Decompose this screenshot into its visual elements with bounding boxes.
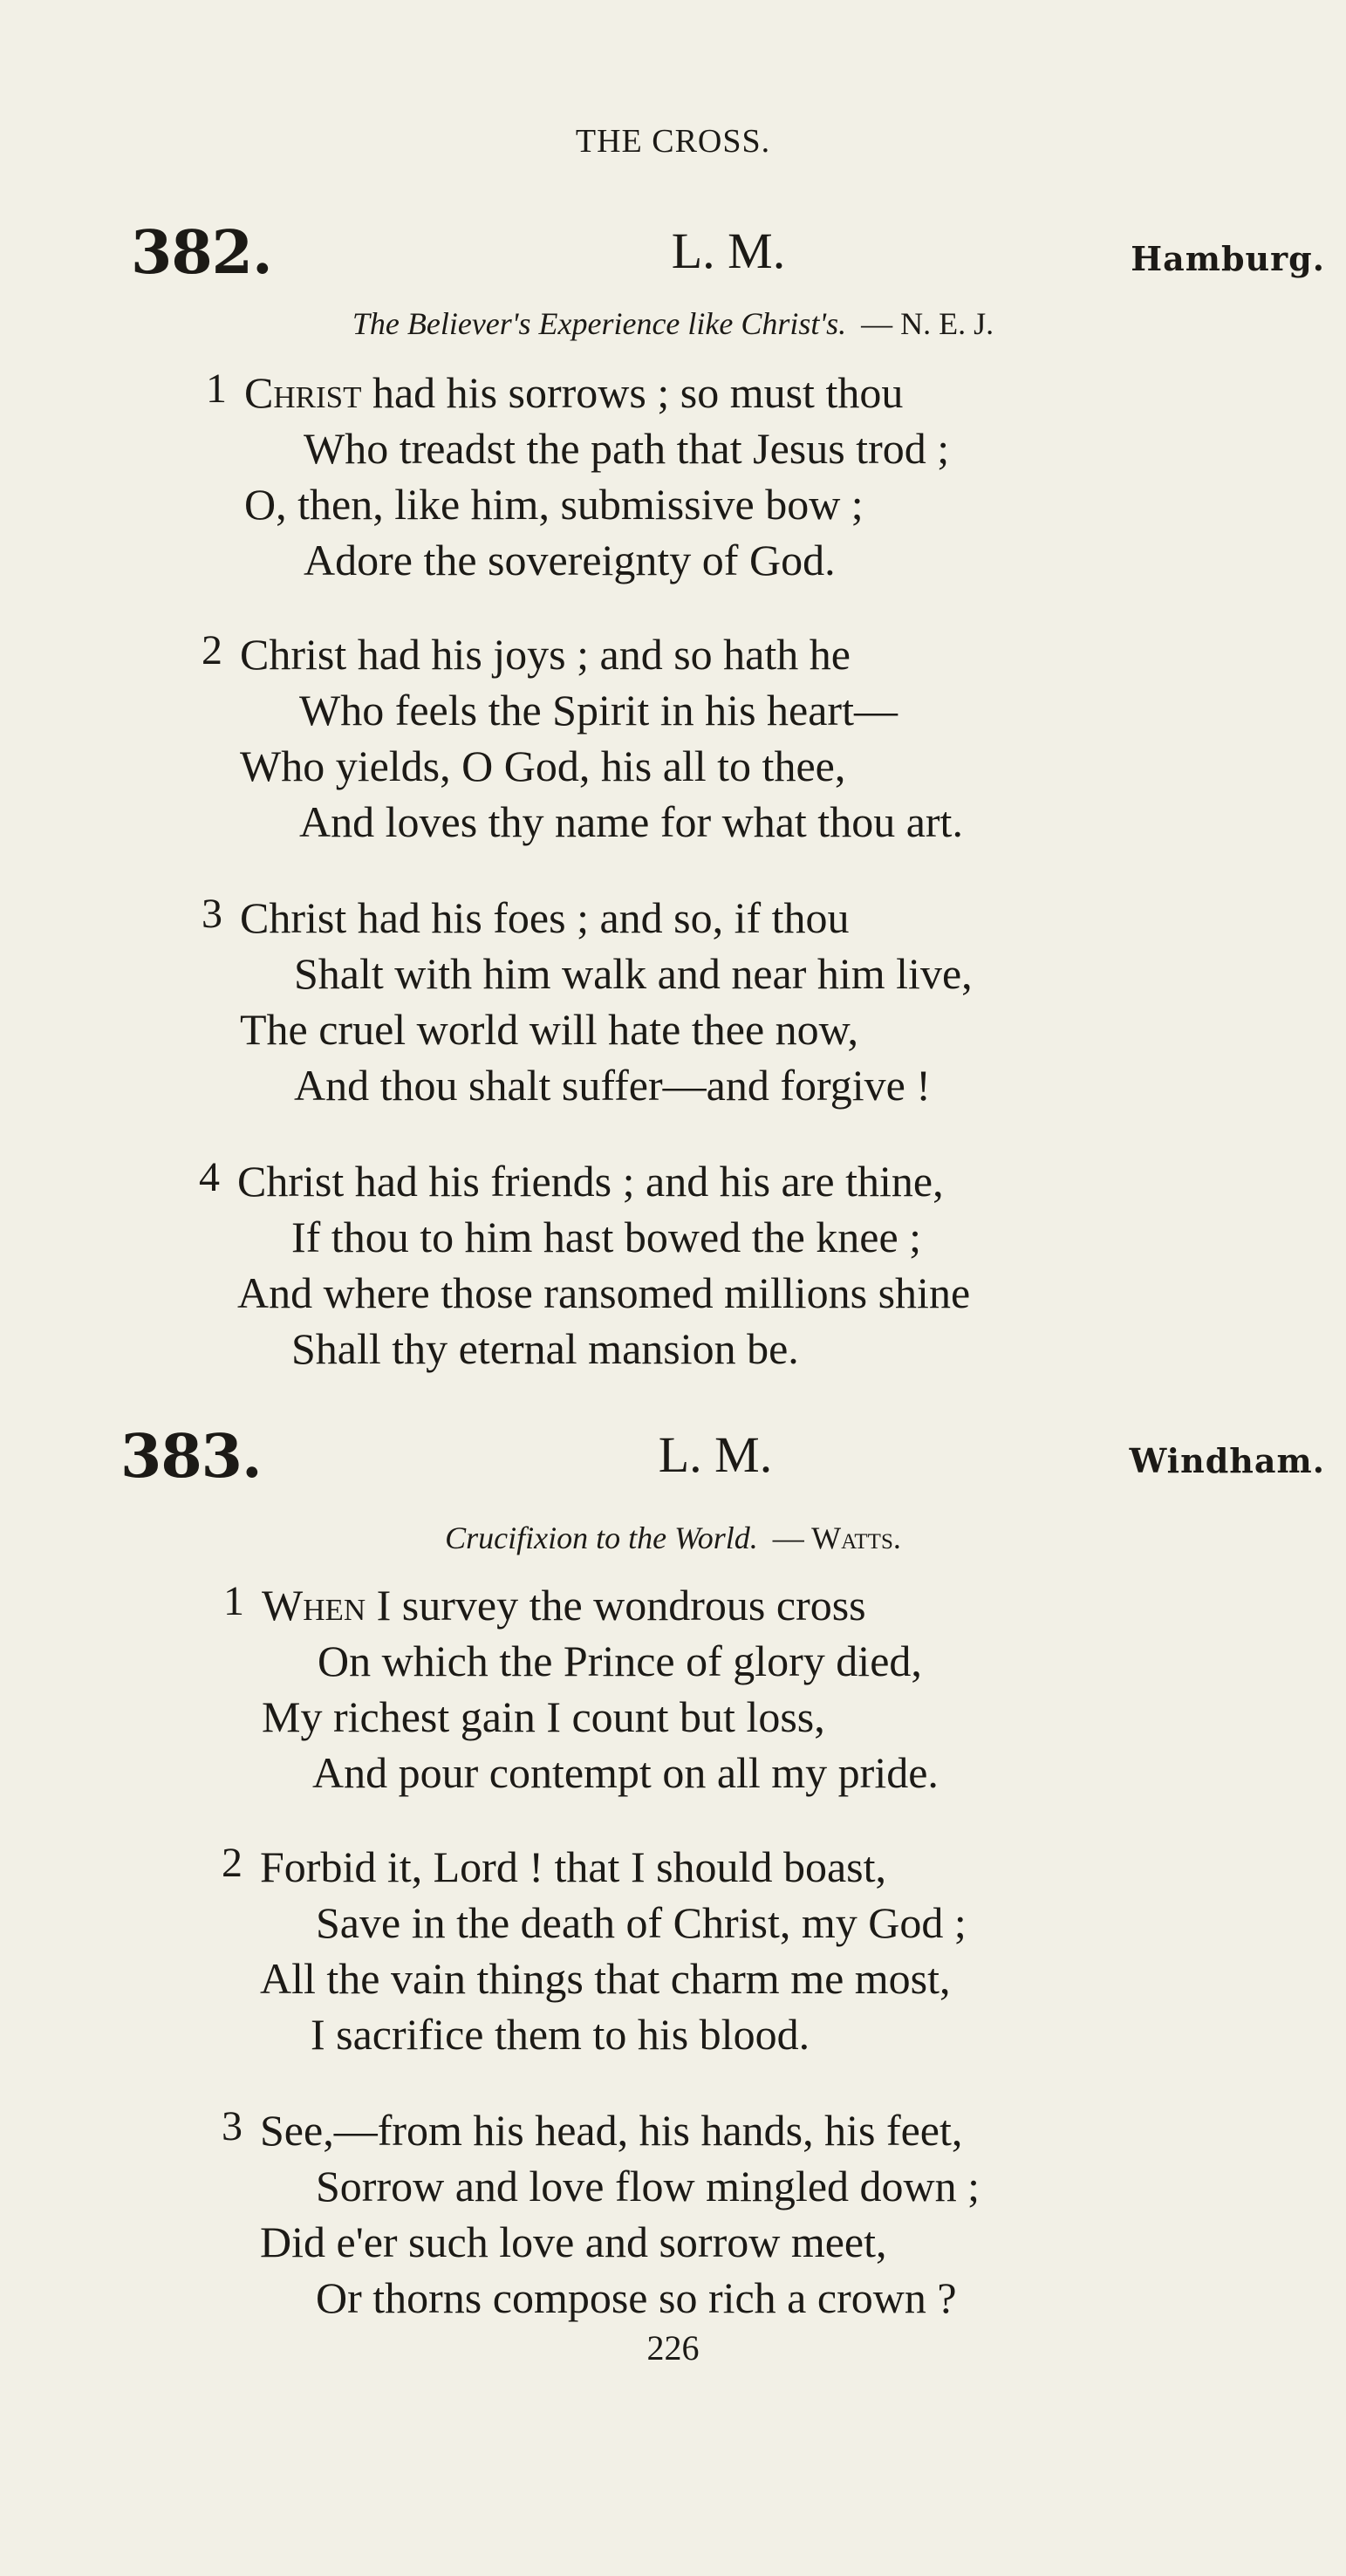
verse-line: Shalt with him walk and near him live,	[294, 949, 973, 998]
stanza-number: 4	[199, 1154, 220, 1200]
verse-line: All the vain things that charm me most,	[260, 1954, 951, 2003]
verse-line: Adore the sovereignty of God.	[304, 536, 836, 584]
verse-line: And where those ransomed millions shine	[237, 1268, 971, 1317]
hymn-subtitle	[0, 305, 1346, 342]
verse-line: Save in the death of Christ, my God ;	[316, 1898, 967, 1947]
verse-line: Who treadst the path that Jesus trod ;	[304, 424, 950, 473]
verse-line	[244, 365, 949, 420]
verse-line: Christ had his joys ; and so hath he	[240, 630, 851, 679]
stanza	[202, 626, 963, 850]
subtitle-author: — N. E. J.	[861, 306, 994, 341]
stanza	[223, 1577, 939, 1800]
verse-line: If thou to him hast bowed the knee ;	[291, 1213, 922, 1261]
hymn-number: 383.	[120, 1422, 262, 1492]
verse-line: Forbid it, Lord ! that I should boast,	[260, 1842, 886, 1891]
subtitle-title: The Believer's Experience like Christ's.	[352, 306, 847, 341]
stanza	[222, 1839, 967, 2062]
page-number: 226	[646, 2328, 700, 2368]
stanza	[199, 1153, 971, 1377]
stanza-number: 2	[202, 627, 222, 673]
stanza-number: 1	[223, 1578, 244, 1624]
verse-line: Shall thy eternal mansion be.	[291, 1324, 799, 1373]
verse-line: And pour contempt on all my pride.	[312, 1748, 939, 1797]
verse-line: Did e'er such love and sorrow meet,	[260, 2217, 887, 2266]
verse-line: And loves thy name for what thou art.	[299, 797, 963, 846]
verse-line: Or thorns compose so rich a crown ?	[316, 2273, 957, 2322]
stanza	[202, 890, 973, 1113]
stanza	[206, 365, 950, 588]
verse-line: On which the Prince of glory died,	[318, 1636, 922, 1685]
tune-name: Hamburg.	[1131, 239, 1325, 278]
stanza-number: 1	[206, 366, 227, 412]
verse-line: O, then, like him, submissive bow ;	[244, 480, 864, 529]
verse-line	[262, 1577, 939, 1633]
hymn-382-header	[0, 218, 1346, 288]
verse-line: My richest gain I count but loss,	[262, 1692, 825, 1741]
verse-line: See,—from his head, his hands, his feet,	[260, 2106, 963, 2155]
verse-line: I sacrifice them to his blood.	[311, 2010, 810, 2059]
verse-line: Who feels the Spirit in his heart—	[299, 686, 898, 735]
running-head: THE CROSS.	[575, 123, 771, 160]
meter: L. M.	[671, 222, 786, 279]
verse-line: Christ had his friends ; and his are thine,	[237, 1157, 944, 1206]
hymn-subtitle	[0, 1520, 1346, 1556]
stanza-number: 3	[222, 2103, 243, 2149]
subtitle-author: — Watts.	[772, 1520, 901, 1555]
stanza-number: 3	[202, 891, 222, 937]
hymn-number: 382.	[131, 218, 272, 288]
verse-line: Sorrow and love flow mingled down ;	[316, 2162, 980, 2210]
stanza	[222, 2102, 980, 2326]
line-rest: had his sorrows ; so must thou	[361, 368, 904, 417]
subtitle-title: Crucifixion to the World.	[445, 1520, 758, 1555]
verse-line: Christ had his foes ; and so, if thou	[240, 893, 850, 942]
hymn-383-header	[0, 1422, 1346, 1492]
meter: L. M.	[658, 1426, 773, 1483]
tune-name: Windham.	[1129, 1441, 1325, 1480]
line-rest: I survey the wondrous cross	[366, 1581, 866, 1630]
stanza-number: 2	[222, 1840, 243, 1886]
verse-line: The cruel world will hate thee now,	[240, 1005, 859, 1054]
first-word: Christ	[244, 368, 362, 417]
verse-line: Who yields, O God, his all to thee,	[240, 741, 846, 790]
first-word: When	[262, 1581, 366, 1630]
verse-line: And thou shalt suffer—and forgive !	[294, 1061, 931, 1110]
